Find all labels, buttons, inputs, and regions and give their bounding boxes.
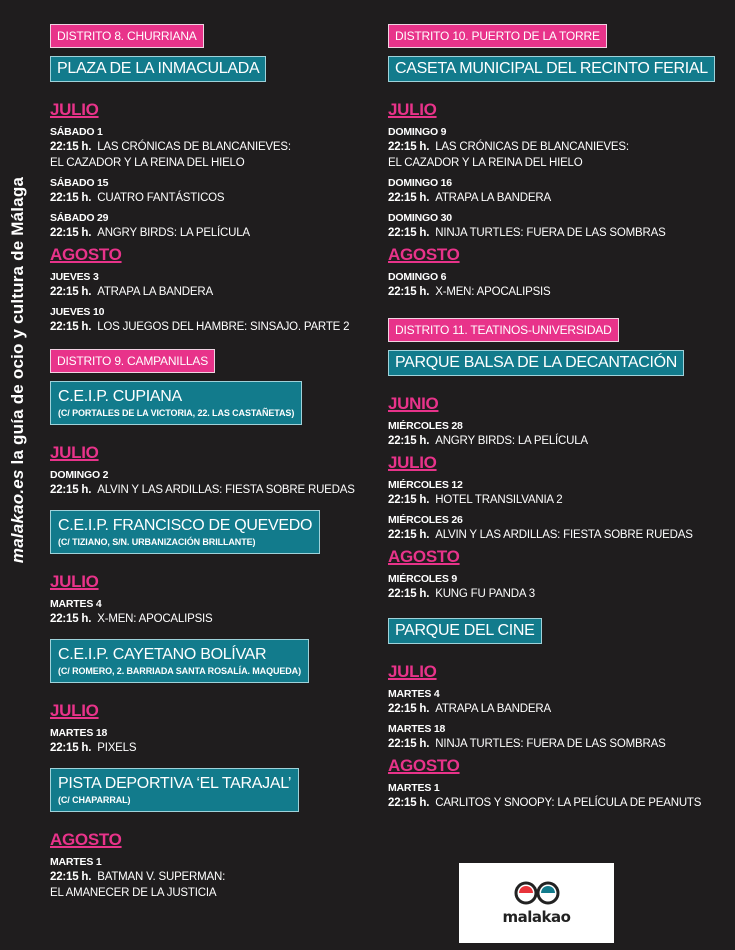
screening-title: ALVIN Y LAS ARDILLAS: FIESTA SOBRE RUEDAS — [435, 529, 693, 541]
screening-time: 22:15 h. — [50, 321, 92, 333]
screening-title: CUATRO FANTÁSTICOS — [97, 192, 225, 204]
screening-title: LOS JUEGOS DEL HAMBRE: SINSAJO. PARTE 2 — [97, 321, 350, 333]
screening-entry — [388, 176, 728, 206]
district-11 — [388, 318, 728, 811]
screening-title: ANGRY BIRDS: LA PELÍCULA — [97, 227, 250, 239]
screening-day: SÁBADO 29 — [50, 212, 109, 224]
district-9 — [50, 349, 375, 901]
brand-tagline: la guía de ocio y cultura de Málaga — [8, 176, 28, 465]
screening-day: MARTES 1 — [388, 782, 440, 794]
screening-day: MIÉRCOLES 9 — [388, 573, 457, 585]
district-label: DISTRITO 10. PUERTO DE LA TORRE — [388, 24, 607, 48]
month-heading: AGOSTO — [50, 830, 122, 849]
screening-time: 22:15 h. — [388, 286, 430, 298]
brand-line — [8, 177, 28, 563]
screening-entry — [50, 855, 375, 901]
district-label: DISTRITO 9. CAMPANILLAS — [50, 349, 215, 373]
screening-day: MIÉRCOLES 26 — [388, 514, 463, 526]
screening-day: DOMINGO 6 — [388, 271, 447, 283]
brand-site[interactable]: malakao.es — [8, 469, 28, 564]
right-column — [388, 24, 728, 811]
screening-time: 22:15 h. — [50, 192, 92, 204]
screening-entry — [50, 211, 375, 241]
screening-entry — [50, 270, 375, 300]
screening-time: 22:15 h. — [50, 613, 92, 625]
month-heading: JULIO — [50, 701, 99, 720]
screening-day: MARTES 1 — [50, 856, 102, 868]
screening-title: PIXELS — [97, 742, 137, 754]
district-8 — [50, 24, 375, 335]
month-heading: JUNIO — [388, 394, 439, 413]
month-heading: JULIO — [388, 453, 437, 472]
screening-day: DOMINGO 16 — [388, 177, 452, 189]
screening-time: 22:15 h. — [388, 435, 430, 447]
venue-name: PARQUE DEL CINE — [388, 618, 542, 644]
month-heading: AGOSTO — [388, 756, 460, 775]
screening-title: ATRAPA LA BANDERA — [435, 703, 551, 715]
screening-title: ALVIN Y LAS ARDILLAS: FIESTA SOBRE RUEDAS — [97, 484, 355, 496]
screening-title: LAS CRÓNICAS DE BLANCANIEVES: — [435, 141, 629, 153]
left-column — [50, 24, 375, 901]
screening-time: 22:15 h. — [388, 494, 430, 506]
venue-address: (C/ ROMERO, 2. BARRIADA SANTA ROSALÍA. MAQUEDA) — [58, 666, 301, 676]
district-label: DISTRITO 11. TEATINOS-UNIVERSIDAD — [388, 318, 619, 342]
venue-box — [50, 510, 320, 554]
screening-entry — [388, 513, 728, 543]
screening-entry — [50, 468, 375, 498]
screening-day: SÁBADO 1 — [50, 126, 103, 138]
screening-day: SÁBADO 15 — [50, 177, 109, 189]
screening-title: KUNG FU PANDA 3 — [435, 588, 535, 600]
screening-entry — [388, 687, 728, 717]
venue-name: CASETA MUNICIPAL DEL RECINTO FERIAL — [388, 56, 715, 82]
screening-title-line2: EL CAZADOR Y LA REINA DEL HIELO — [388, 157, 583, 169]
venue-name: C.E.I.P. CUPIANA — [58, 388, 182, 405]
screening-entry — [388, 781, 728, 811]
screening-entry — [50, 176, 375, 206]
malakao-logo[interactable] — [459, 863, 614, 943]
screening-day: MARTES 4 — [50, 598, 102, 610]
screening-day: DOMINGO 30 — [388, 212, 452, 224]
screening-day: MARTES 4 — [388, 688, 440, 700]
screening-entry — [50, 125, 375, 171]
screening-title: CARLITOS Y SNOOPY: LA PELÍCULA DE PEANUTS — [435, 797, 702, 809]
month-heading: JULIO — [50, 572, 99, 591]
month-heading: JULIO — [388, 100, 437, 119]
screening-entry — [388, 270, 728, 300]
venue-box — [50, 768, 299, 812]
screening-day: JUEVES 3 — [50, 271, 99, 283]
screening-entry — [50, 597, 375, 627]
screening-title: ANGRY BIRDS: LA PELÍCULA — [435, 435, 588, 447]
screening-time: 22:15 h. — [388, 738, 430, 750]
month-heading: AGOSTO — [388, 245, 460, 264]
venue-name: C.E.I.P. FRANCISCO DE QUEVEDO — [58, 517, 313, 534]
screening-title: X-MEN: APOCALIPSIS — [435, 286, 551, 298]
screening-time: 22:15 h. — [388, 529, 430, 541]
screening-title: ATRAPA LA BANDERA — [97, 286, 213, 298]
screening-title: NINJA TURTLES: FUERA DE LAS SOMBRAS — [435, 738, 666, 750]
vertical-brand — [4, 30, 32, 710]
month-heading: JULIO — [50, 100, 99, 119]
venue-address: (C/ CHAPARRAL) — [58, 795, 131, 805]
screening-day: MARTES 18 — [388, 723, 446, 735]
screening-time: 22:15 h. — [50, 227, 92, 239]
month-heading: JULIO — [50, 443, 99, 462]
screening-title: NINJA TURTLES: FUERA DE LAS SOMBRAS — [435, 227, 666, 239]
screening-time: 22:15 h. — [50, 141, 92, 153]
screening-time: 22:15 h. — [388, 227, 430, 239]
screening-title: HOTEL TRANSILVANIA 2 — [435, 494, 563, 506]
screening-time: 22:15 h. — [388, 192, 430, 204]
screening-time: 22:15 h. — [50, 484, 92, 496]
venue-name: C.E.I.P. CAYETANO BOLÍVAR — [58, 646, 267, 663]
logo-text: malakao — [502, 908, 571, 926]
venue-box — [50, 381, 302, 425]
screening-time: 22:15 h. — [388, 588, 430, 600]
screening-entry — [50, 305, 375, 335]
screening-title-line2: EL AMANECER DE LA JUSTICIA — [50, 887, 217, 899]
screening-entry — [388, 419, 728, 449]
binoculars-eyes-icon — [513, 880, 561, 906]
district-label: DISTRITO 8. CHURRIANA — [50, 24, 204, 48]
screening-day: DOMINGO 2 — [50, 469, 109, 481]
venue-name: PARQUE BALSA DE LA DECANTACIÓN — [388, 350, 684, 376]
screening-entry — [388, 211, 728, 241]
screening-time: 22:15 h. — [50, 742, 92, 754]
district-10 — [388, 24, 728, 300]
screening-time: 22:15 h. — [388, 141, 430, 153]
screening-time: 22:15 h. — [50, 286, 92, 298]
screening-day: MIÉRCOLES 12 — [388, 479, 463, 491]
venue-name: PLAZA DE LA INMACULADA — [50, 56, 266, 82]
screening-day: MARTES 18 — [50, 727, 108, 739]
screening-day: MIÉRCOLES 28 — [388, 420, 463, 432]
month-heading: AGOSTO — [50, 245, 122, 264]
screening-time: 22:15 h. — [388, 703, 430, 715]
month-heading: JULIO — [388, 662, 437, 681]
venue-name: PISTA DEPORTIVA ‘EL TARAJAL’ — [58, 775, 292, 792]
venue-box — [50, 639, 309, 683]
screening-day: DOMINGO 9 — [388, 126, 447, 138]
screening-entry — [388, 125, 728, 171]
month-heading: AGOSTO — [388, 547, 460, 566]
screening-title-line2: EL CAZADOR Y LA REINA DEL HIELO — [50, 157, 245, 169]
screening-entry — [50, 726, 375, 756]
screening-entry — [388, 478, 728, 508]
screening-time: 22:15 h. — [388, 797, 430, 809]
screening-title: ATRAPA LA BANDERA — [435, 192, 551, 204]
screening-day: JUEVES 10 — [50, 306, 105, 318]
screening-title: X-MEN: APOCALIPSIS — [97, 613, 213, 625]
screening-entry — [388, 722, 728, 752]
screening-title: LAS CRÓNICAS DE BLANCANIEVES: — [97, 141, 291, 153]
venue-address: (C/ PORTALES DE LA VICTORIA, 22. LAS CASTAÑETAS) — [58, 408, 295, 418]
screening-entry — [388, 572, 728, 602]
venue-address: (C/ TIZIANO, S/N. URBANIZACIÓN BRILLANTE) — [58, 537, 256, 547]
screening-title: BATMAN V. SUPERMAN: — [97, 871, 226, 883]
screening-time: 22:15 h. — [50, 871, 92, 883]
